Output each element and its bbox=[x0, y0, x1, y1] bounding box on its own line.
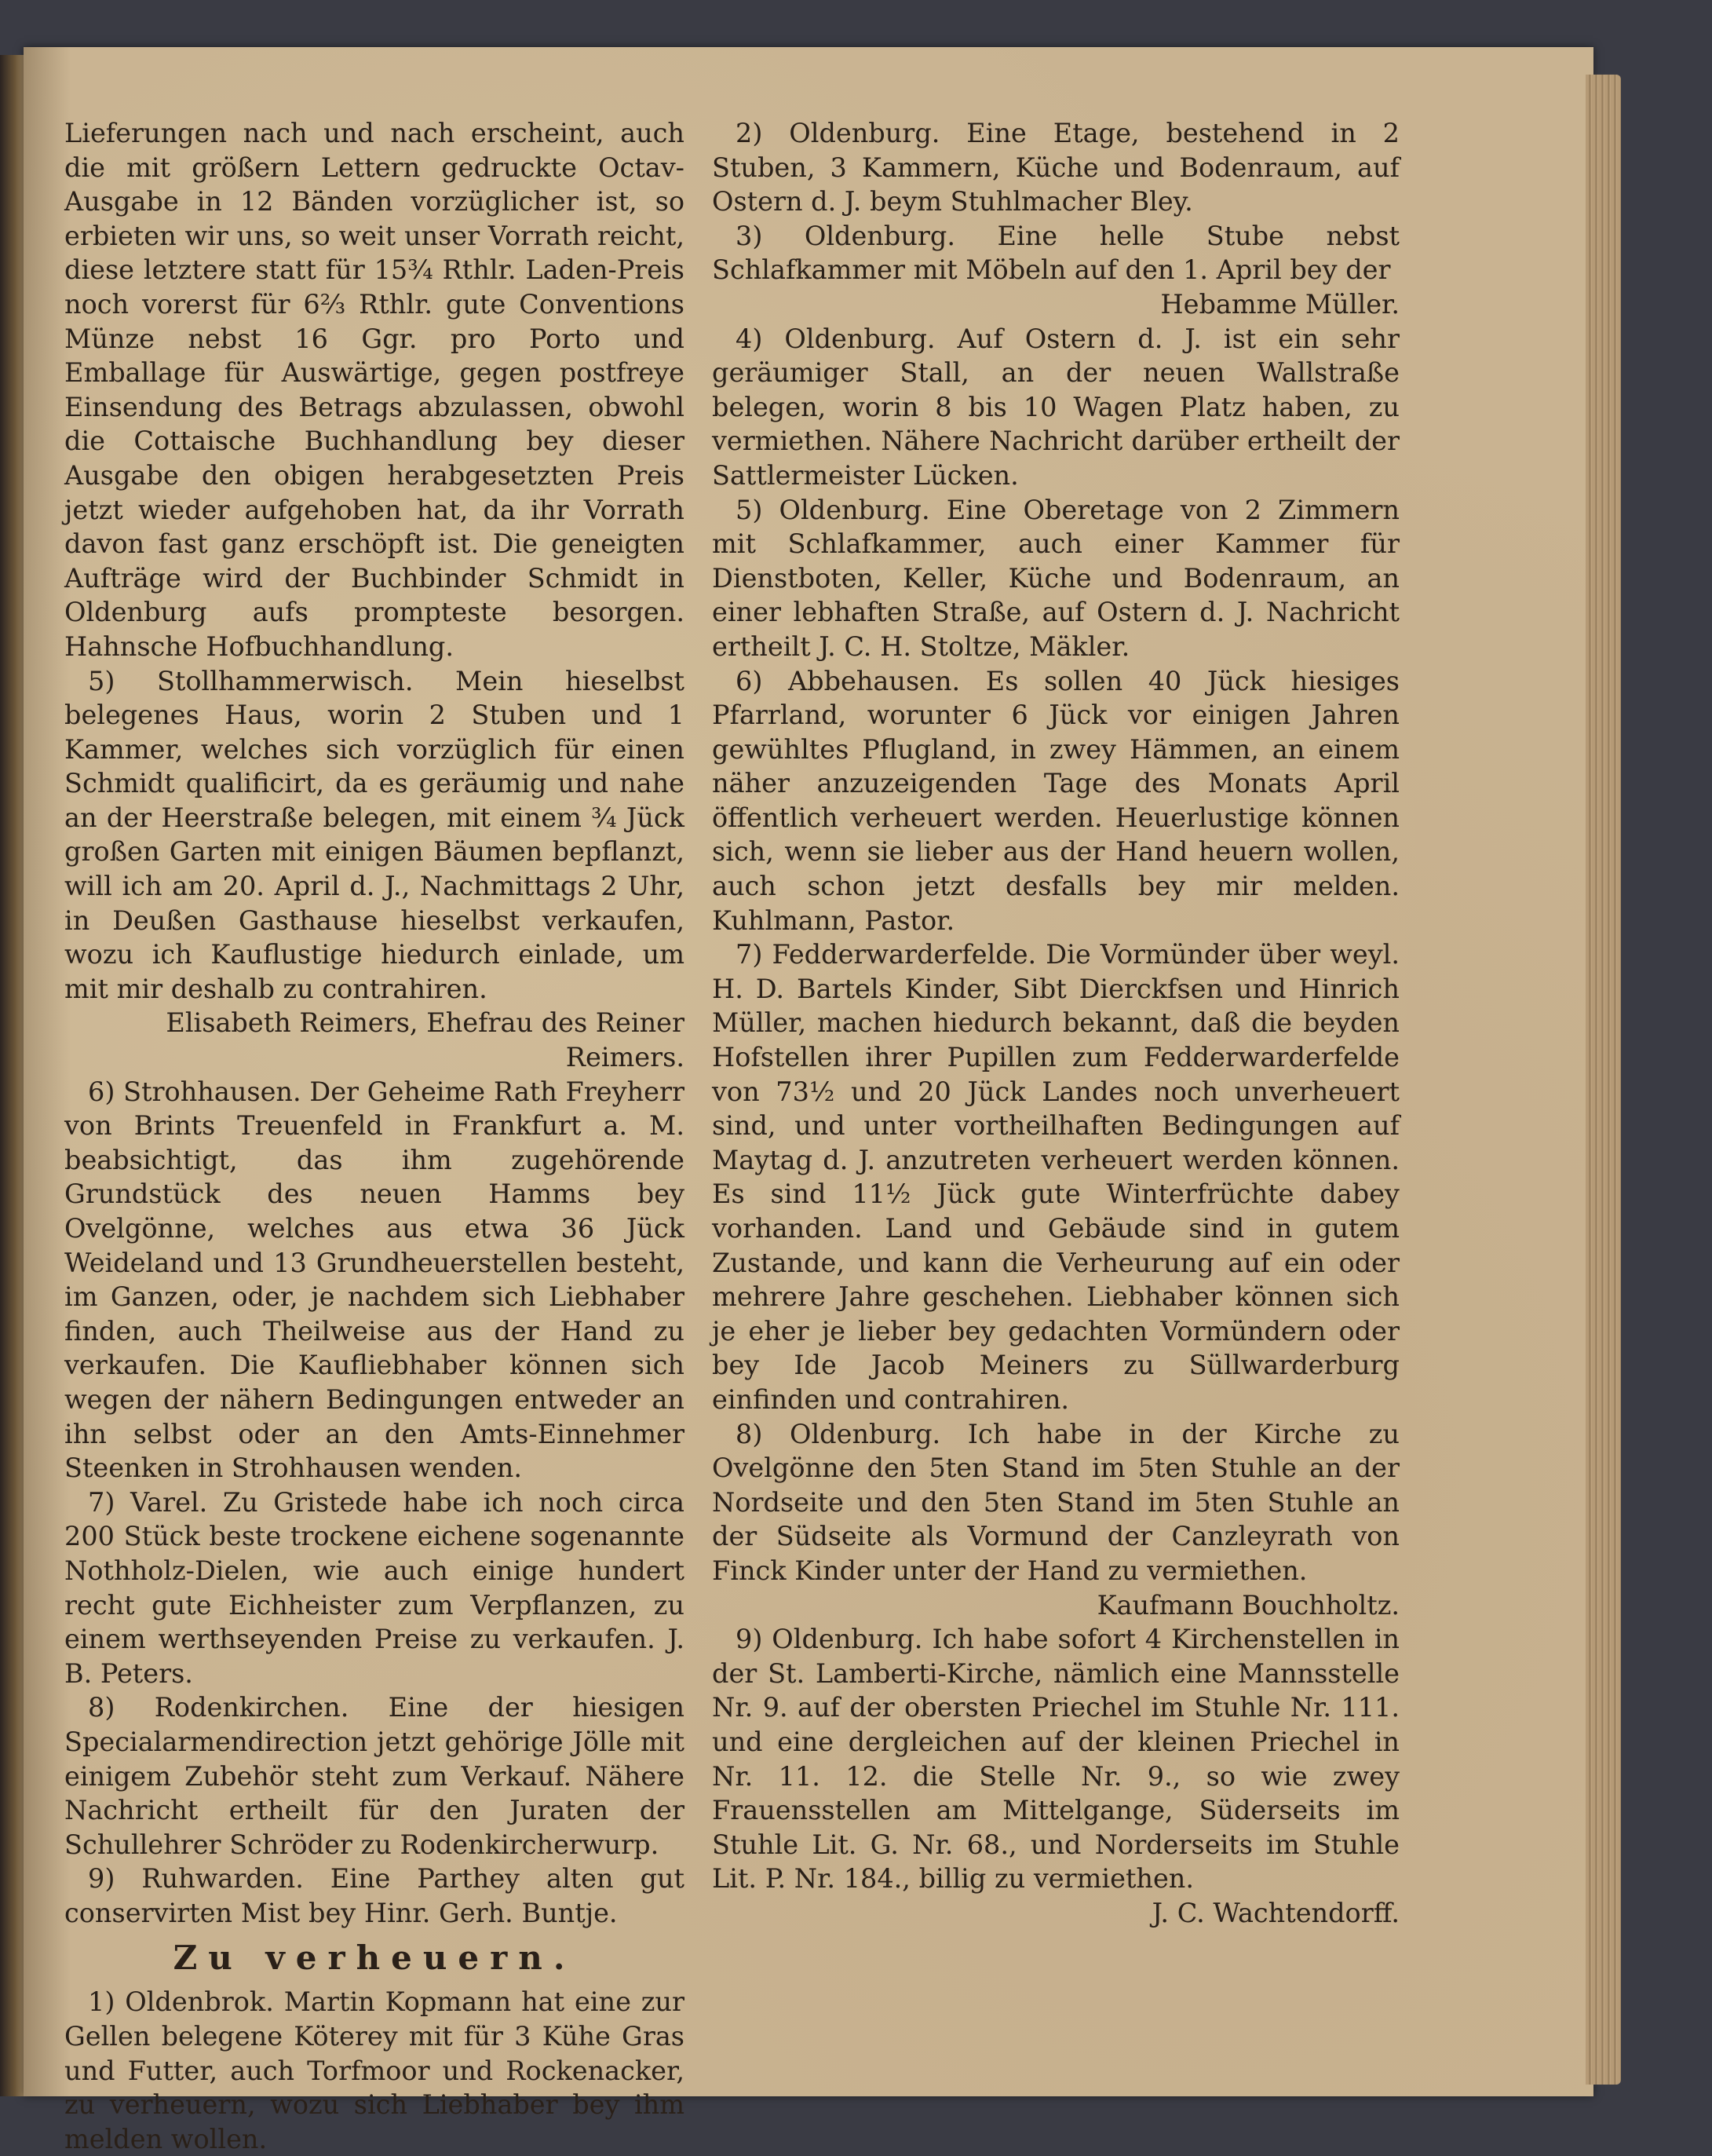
notice-oldenburg-2: 2) Oldenburg. Eine Etage, bestehend in 2 Stuben, 3 Kammern, Küche und Bodenraum, auf Ostern d. J. beym Stuhlmacher Bley. bbox=[712, 118, 1400, 217]
notice-oldenbrok: 1) Oldenbrok. Martin Kopmann hat eine zur Gellen belegene Köterey mit für 3 Kühe Gras und Futter, auch Torfmoor und Rockenacker, zu verheuern, wozu sich Liebhaber bey ihm melden wollen. bbox=[64, 1986, 684, 2154]
notice-varel: 7) Varel. Zu Gristede habe ich noch circa 200 Stück beste trockene eichene sogenannte Nothholz-Dielen, wie auch einige hundert recht gute Eichheister zum Verpflanzen, zu einem werthseyenden Preise zu verkaufen. J. B. Peters. bbox=[64, 1486, 684, 1689]
signature-reimers: Elisabeth Reimers, Ehefrau des Reiner Reimers. bbox=[166, 1007, 684, 1073]
right-column bbox=[712, 116, 1400, 1930]
notice-oldenburg-9: 9) Oldenburg. Ich habe sofort 4 Kirchenstellen in der St. Lamberti-Kirche, nämlich eine Mannsstelle Nr. 9. auf der obersten Priechel im Stuhle Nr. 111. und eine dergleichen auf der kleinen Priechel in Nr. 11. 12. die Stelle Nr. 9., so wie zwey Frauensstellen am Mittelgange, Süderseits im Stuhle Lit. G. Nr. 68., und Norderseits im Stuhle Lit. P. Nr. 184., billig zu vermiethen. bbox=[712, 1624, 1400, 1895]
section-heading-zu-verheuern: Zu verheuern. bbox=[173, 1939, 576, 1978]
notice-oldenburg-4: 4) Oldenburg. Auf Ostern d. J. ist ein sehr geräumiger Stall, an der neuen Wallstraße belegen, worin 8 bis 10 Wagen Platz haben, zu vermiethen. Nähere Nachricht darüber ertheilt der Sattlermeister Lücken. bbox=[712, 323, 1400, 491]
book-binding bbox=[0, 55, 25, 2096]
left-column bbox=[64, 116, 684, 2156]
notice-oldenburg-5: 5) Oldenburg. Eine Oberetage von 2 Zimmern mit Schlafkammer, auch einer Kammer für Dienstboten, Keller, Küche und Bodenraum, an einer lebhaften Straße, auf Ostern d. J. Nachricht ertheilt J. C. H. Stoltze, Mäkler. bbox=[712, 494, 1400, 662]
signature-bouchholtz: Kaufmann Bouchholtz. bbox=[1097, 1589, 1400, 1621]
page-edges bbox=[1586, 75, 1621, 2085]
signature-wachtendorff: J. C. Wachtendorff. bbox=[1152, 1897, 1400, 1928]
signature-hebamme: Hebamme Müller. bbox=[1160, 288, 1400, 320]
notice-continuation: Lieferungen nach und nach erscheint, auch die mit größern Lettern gedruckte Octav-Ausgabe in 12 Bänden vorzüglicher ist, so erbieten wir uns, so weit unser Vorrath reicht, diese letztere statt für 15¾ Rthlr. Laden-Preis noch vorerst für 6⅔ Rthlr. gute Conventions Münze nebst 16 Ggr. pro Porto und Emballage für Auswärtige, gegen postfreye Einsendung des Betrags abzulassen, obwohl die Cottaische Buchhandlung bey dieser Ausgabe den obigen herabgesetzten Preis jetzt wieder aufgehoben hat, da ihr Vorrath davon fast ganz erschöpft ist. Die geneigten Aufträge wird der Buchbinder Schmidt in Oldenburg aufs prompteste besorgen. Hahnsche Hofbuchhandlung. bbox=[64, 118, 684, 662]
notice-abbehausen: 6) Abbehausen. Es sollen 40 Jück hiesiges Pfarrland, worunter 6 Jück vor einigen Jahren gewühltes Pflugland, in zwey Hämmen, an einem näher anzuzeigenden Tage des Monats April öffentlich verheuert werden. Heuerlustige können sich, wenn sie lieber aus der Hand heuern wollen, auch schon jetzt desfalls bey mir melden. Kuhlmann, Pastor. bbox=[712, 665, 1400, 936]
notice-fedderwarderfelde: 7) Fedderwarderfelde. Die Vormünder über weyl. H. D. Bartels Kinder, Sibt Dierckfsen und Hinrich Müller, machen hiedurch bekannt, daß die beyden Hofstellen ihrer Pupillen zum Fedderwarderfelde von 73½ und 20 Jück Landes noch unverheuert sind, und unter vortheilhaften Bedingungen auf Maytag d. J. anzutreten verheuert werden können. Es sind 11½ Jück gute Winterfrüchte dabey vorhanden. Land und Gebäude sind in gutem Zustande, und kann die Verheurung auf ein oder mehrere Jahre geschehen. Liebhaber können sich je eher je lieber bey gedachten Vormündern oder bey Ide Jacob Meiners zu Süllwarderburg einfinden und contrahiren. bbox=[712, 939, 1400, 1415]
notice-oldenburg-8: 8) Oldenburg. Ich habe in der Kirche zu Ovelgönne den 5ten Stand im 5ten Stuhle an der Nordseite und den 5ten Stand im 5ten Stuhle an der Südseite als Vormund der Canzleyrath von Finck Kinder unter der Hand zu vermiethen. bbox=[712, 1418, 1400, 1586]
notice-strohhausen: 6) Strohhausen. Der Geheime Rath Freyherr von Brints Treuenfeld in Frankfurt a. M. beabsichtigt, das ihm zugehörende Grundstück des neuen Hamms bey Ovelgönne, welches aus etwa 36 Jück Weideland und 13 Grundheuerstellen besteht, im Ganzen, oder, je nachdem sich Liebhaber finden, auch Theilweise aus der Hand zu verkaufen. Die Kaufliebhaber können sich wegen der nähern Bedingungen entweder an ihn selbst oder an den Amts-Einnehmer Steenken in Strohhausen wenden. bbox=[64, 1076, 684, 1484]
notice-rodenkirchen: 8) Rodenkirchen. Eine der hiesigen Specialarmendirection jetzt gehörige Jölle mit einigem Zubehör steht zum Verkauf. Nähere Nachricht ertheilt für den Juraten der Schullehrer Schröder zu Rodenkircherwurp. bbox=[64, 1692, 684, 1860]
notice-stollhammerwisch: 5) Stollhammerwisch. Mein hieselbst belegenes Haus, worin 2 Stuben und 1 Kammer, welches sich vorzüglich für einen Schmidt qualificirt, da es geräumig und nahe an der Heerstraße belegen, mit einem ¾ Jück großen Garten mit einigen Bäumen bepflanzt, will ich am 20. April d. J., Nachmittags 2 Uhr, in Deußen Gasthause hieselbst verkaufen, wozu ich Kauflustige hiedurch einlade, um mit mir deshalb zu contrahiren. bbox=[64, 665, 684, 1004]
notice-oldenburg-3: 3) Oldenburg. Eine helle Stube nebst Schlafkammer mit Möbeln auf den 1. April bey der bbox=[712, 220, 1400, 286]
notice-ruhwarden: 9) Ruhwarden. Eine Parthey alten gut conservirten Mist bey Hinr. Gerh. Buntje. bbox=[64, 1863, 684, 1928]
